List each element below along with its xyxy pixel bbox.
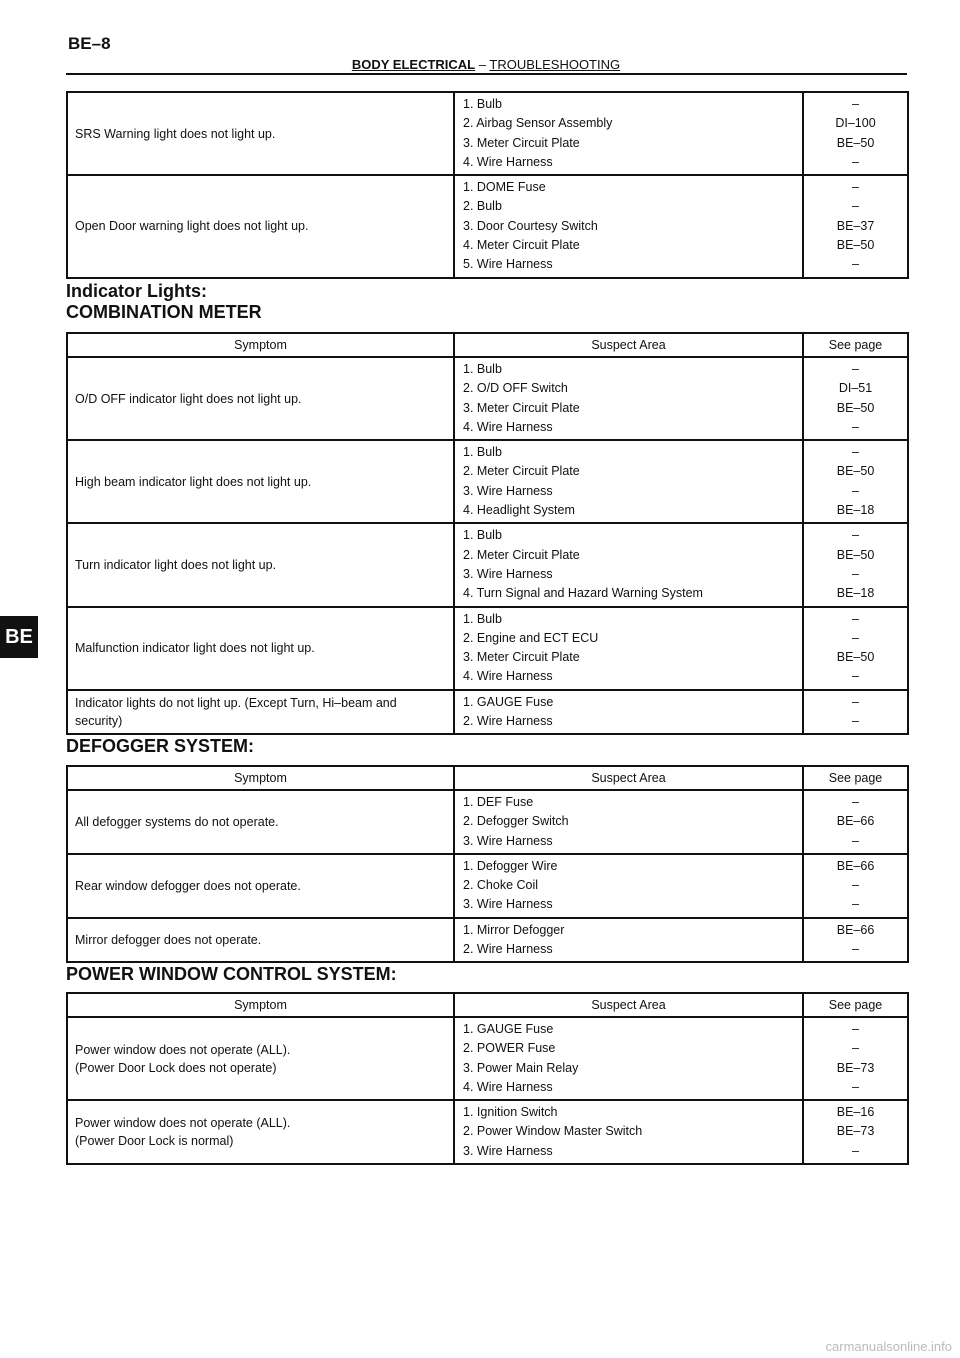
see-page-ref: BE–50 [836, 464, 875, 479]
suspect-area-item: 4. Meter Circuit Plate [463, 238, 580, 253]
see-page-ref: – [852, 483, 859, 498]
table-row [67, 523, 908, 606]
symptom-line: Turn indicator light does not light up. [75, 557, 277, 572]
suspect-area-cell [454, 175, 803, 277]
see-page-ref: – [852, 878, 859, 893]
defogger-table [66, 765, 909, 963]
see-page-cell [803, 690, 908, 735]
suspect-area-item: 5. Wire Harness [463, 257, 553, 272]
symptom-line: (Power Door Lock does not operate) [75, 1060, 277, 1075]
see-page-ref: – [852, 528, 859, 543]
see-page-cell [803, 175, 908, 277]
see-page-ref: – [852, 1079, 859, 1094]
see-page-ref: – [852, 1143, 859, 1158]
see-page-ref: BE–66 [836, 814, 875, 829]
suspect-area-cell [454, 854, 803, 918]
see-page-cell [803, 1100, 908, 1164]
table-row [67, 790, 908, 854]
symptom-cell [67, 1017, 454, 1100]
suspect-area-item: 1. GAUGE Fuse [463, 1022, 554, 1036]
page-number: BE–8 [68, 34, 111, 53]
defogger-title: DEFOGGER SYSTEM: [66, 736, 255, 756]
suspect-area-cell [454, 790, 803, 854]
see-page-ref: BE–73 [836, 1060, 875, 1075]
suspect-area-item: 3. Meter Circuit Plate [463, 135, 580, 150]
suspect-area-cell [454, 607, 803, 690]
see-page-ref: BE–50 [836, 547, 875, 562]
table-row [67, 1100, 908, 1164]
see-page-ref: DI–100 [835, 116, 876, 131]
symptom-cell [67, 690, 454, 735]
warning-lights-table [66, 91, 909, 279]
suspect-area-item: 4. Wire Harness [463, 419, 553, 434]
see-page-header: See page [803, 993, 908, 1017]
symptom-cell [67, 607, 454, 690]
symptom-cell [67, 92, 454, 175]
see-page-ref: BE–18 [836, 503, 875, 518]
table-row [67, 854, 908, 918]
symptom-line: security) [75, 714, 123, 729]
see-page-cell [803, 918, 908, 963]
table-row [67, 357, 908, 440]
suspect-area-item: 1. Bulb [463, 97, 502, 111]
suspect-area-item: 2. Defogger Switch [463, 814, 569, 829]
header-section: BODY ELECTRICAL [351, 57, 476, 72]
table-header-row [67, 993, 908, 1017]
see-page-ref: – [852, 897, 859, 912]
symptom-cell [67, 175, 454, 277]
suspect-area-item: 3. Wire Harness [463, 1143, 553, 1158]
suspect-area-item: 2. Engine and ECT ECU [463, 630, 599, 645]
suspect-area-header: Suspect Area [454, 333, 803, 357]
symptom-line: SRS Warning light does not light up. [75, 126, 276, 141]
see-page-ref: – [852, 714, 859, 729]
suspect-area-item: 1. DOME Fuse [463, 180, 546, 195]
symptom-line: Indicator lights do not light up. (Except Turn, Hi–beam and [75, 696, 397, 711]
symptom-line: (Power Door Lock is normal) [75, 1134, 234, 1149]
see-page-ref: BE–66 [836, 922, 875, 937]
symptom-line: Malfunction indicator light does not light up. [75, 641, 315, 656]
suspect-area-item: 3. Wire Harness [463, 833, 553, 848]
symptom-line: Rear window defogger does not operate. [75, 878, 301, 893]
suspect-area-cell [454, 357, 803, 440]
see-page-header: See page [803, 333, 908, 357]
table-header-row [67, 333, 908, 357]
suspect-area-header: Suspect Area [454, 766, 803, 790]
see-page-cell [803, 523, 908, 606]
see-page-ref: BE–37 [836, 218, 875, 233]
symptom-cell [67, 440, 454, 523]
see-page-ref: – [852, 669, 859, 684]
table-row [67, 690, 908, 735]
table-row [67, 175, 908, 277]
see-page-ref: – [852, 630, 859, 645]
header-dash: – [478, 57, 486, 72]
see-page-ref: BE–18 [836, 586, 875, 601]
see-page-cell [803, 854, 908, 918]
symptom-header: Symptom [67, 333, 454, 357]
symptom-cell [67, 854, 454, 918]
suspect-area-item: 1. Bulb [463, 611, 502, 626]
suspect-area-item: 4. Headlight System [463, 503, 575, 518]
suspect-area-header: Suspect Area [454, 993, 803, 1017]
table-row [67, 607, 908, 690]
section-tab: BE [0, 616, 38, 658]
suspect-area-cell [454, 440, 803, 523]
power-window-title: POWER WINDOW CONTROL SYSTEM: [66, 964, 397, 984]
see-page-cell [803, 607, 908, 690]
see-page-ref: BE–50 [836, 238, 875, 253]
symptom-header: Symptom [67, 993, 454, 1017]
see-page-ref: – [852, 419, 859, 434]
see-page-cell [803, 790, 908, 854]
symptom-line: Power window does not operate (ALL). [75, 1042, 291, 1057]
symptom-cell [67, 1100, 454, 1164]
see-page-ref: BE–50 [836, 135, 875, 150]
symptom-cell [67, 918, 454, 963]
suspect-area-cell [454, 1100, 803, 1164]
suspect-area-item: 4. Wire Harness [463, 669, 553, 684]
running-header [66, 57, 906, 72]
symptom-cell [67, 523, 454, 606]
indicator-lights-title: Indicator Lights: [66, 281, 207, 301]
see-page-ref: DI–51 [838, 381, 873, 396]
suspect-area-item: 2. Power Window Master Switch [463, 1124, 643, 1139]
suspect-area-item: 2. Airbag Sensor Assembly [463, 116, 613, 131]
symptom-cell [67, 357, 454, 440]
see-page-ref: – [852, 199, 859, 214]
suspect-area-item: 3. Wire Harness [463, 566, 553, 581]
see-page-ref: BE–66 [836, 858, 875, 873]
see-page-ref: BE–73 [836, 1124, 875, 1139]
see-page-ref: – [852, 795, 859, 809]
see-page-ref: – [852, 362, 859, 376]
see-page-cell [803, 357, 908, 440]
suspect-area-item: 2. Meter Circuit Plate [463, 547, 580, 562]
table-row [67, 440, 908, 523]
suspect-area-item: 1. Bulb [463, 445, 502, 460]
see-page-ref: – [852, 257, 859, 272]
source-footer: carmanualsonline.info [825, 1339, 952, 1354]
suspect-area-item: 2. POWER Fuse [463, 1041, 556, 1056]
table-header-row [67, 766, 908, 790]
header-subsection: TROUBLESHOOTING [489, 57, 621, 72]
suspect-area-item: 1. Ignition Switch [463, 1105, 558, 1120]
suspect-area-item: 1. Bulb [463, 362, 502, 376]
suspect-area-item: 3. Power Main Relay [463, 1060, 579, 1075]
symptom-header: Symptom [67, 766, 454, 790]
suspect-area-item: 2. O/D OFF Switch [463, 381, 568, 396]
symptom-line: All defogger systems do not operate. [75, 814, 279, 829]
suspect-area-item: 2. Bulb [463, 199, 502, 214]
see-page-cell [803, 440, 908, 523]
see-page-ref: – [852, 566, 859, 581]
combination-meter-title: COMBINATION METER [66, 302, 262, 322]
suspect-area-item: 2. Meter Circuit Plate [463, 464, 580, 479]
suspect-area-item: 4. Wire Harness [463, 1079, 553, 1094]
suspect-area-item: 4. Wire Harness [463, 154, 553, 169]
suspect-area-cell [454, 1017, 803, 1100]
suspect-area-item: 2. Wire Harness [463, 942, 553, 957]
power-window-table [66, 992, 909, 1165]
see-page-ref: – [852, 833, 859, 848]
suspect-area-cell [454, 523, 803, 606]
see-page-ref: BE–50 [836, 650, 875, 665]
suspect-area-item: 1. Mirror Defogger [463, 922, 565, 937]
table-row [67, 92, 908, 175]
suspect-area-cell [454, 92, 803, 175]
suspect-area-item: 1. DEF Fuse [463, 795, 534, 809]
suspect-area-item: 4. Turn Signal and Hazard Warning System [463, 586, 703, 601]
suspect-area-cell [454, 690, 803, 735]
see-page-ref: – [852, 1022, 859, 1036]
see-page-ref: – [852, 154, 859, 169]
see-page-ref: BE–50 [836, 400, 875, 415]
see-page-cell [803, 1017, 908, 1100]
header-rule [66, 73, 907, 75]
suspect-area-item: 3. Meter Circuit Plate [463, 400, 580, 415]
symptom-line: Open Door warning light does not light up. [75, 219, 309, 234]
symptom-cell [67, 790, 454, 854]
table-row [67, 1017, 908, 1100]
indicator-lights-table [66, 332, 909, 735]
suspect-area-item: 1. Bulb [463, 528, 502, 543]
symptom-line: O/D OFF indicator light does not light up. [75, 391, 302, 406]
suspect-area-cell [454, 918, 803, 963]
suspect-area-item: 1. Defogger Wire [463, 858, 558, 873]
suspect-area-item: 3. Meter Circuit Plate [463, 650, 580, 665]
suspect-area-item: 1. GAUGE Fuse [463, 694, 554, 709]
table-row [67, 918, 908, 963]
suspect-area-item: 3. Wire Harness [463, 897, 553, 912]
see-page-ref: – [852, 1041, 859, 1056]
symptom-line: Power window does not operate (ALL). [75, 1116, 291, 1131]
see-page-ref: BE–16 [836, 1105, 875, 1120]
suspect-area-item: 2. Choke Coil [463, 878, 539, 893]
symptom-line: Mirror defogger does not operate. [75, 933, 262, 948]
suspect-area-item: 3. Wire Harness [463, 483, 553, 498]
see-page-ref: – [852, 611, 859, 626]
see-page-ref: – [852, 694, 859, 709]
see-page-ref: – [852, 180, 859, 195]
see-page-ref: – [852, 445, 859, 460]
symptom-line: High beam indicator light does not light up. [75, 474, 312, 489]
see-page-header: See page [803, 766, 908, 790]
see-page-ref: – [852, 97, 859, 111]
see-page-cell [803, 92, 908, 175]
suspect-area-item: 2. Wire Harness [463, 714, 553, 729]
see-page-ref: – [852, 942, 859, 957]
suspect-area-item: 3. Door Courtesy Switch [463, 218, 598, 233]
